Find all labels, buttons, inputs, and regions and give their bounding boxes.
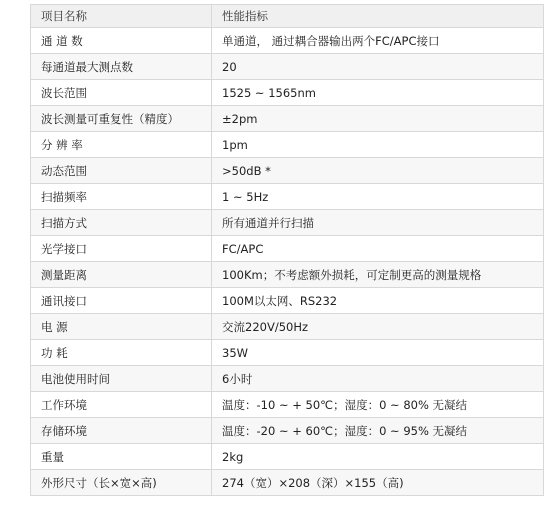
row-label: 电池使用时间 — [31, 366, 212, 392]
row-value: 1 ~ 5Hz — [212, 184, 544, 210]
row-value: 所有通道并行扫描 — [212, 210, 544, 236]
row-value: 温度：-20 ~ + 60℃；湿度：0 ~ 95% 无凝结 — [212, 418, 544, 444]
row-label: 工作环境 — [31, 392, 212, 418]
row-label: 重量 — [31, 444, 212, 470]
table-row — [31, 184, 544, 210]
row-value: 温度：-10 ~ + 50℃；湿度：0 ~ 80% 无凝结 — [212, 392, 544, 418]
table-row — [31, 366, 544, 392]
table-row — [31, 418, 544, 444]
row-label: 光学接口 — [31, 236, 212, 262]
row-value: 单通道， 通过耦合器输出两个FC/APC接口 — [212, 28, 544, 54]
table-row — [31, 392, 544, 418]
row-label: 存储环境 — [31, 418, 212, 444]
row-label: 波长范围 — [31, 80, 212, 106]
row-value: 1525 ~ 1565nm — [212, 80, 544, 106]
table-row — [31, 54, 544, 80]
row-value: >50dB * — [212, 158, 544, 184]
row-label: 测量距离 — [31, 262, 212, 288]
table-row — [31, 210, 544, 236]
table-row — [31, 288, 544, 314]
header-spec: 性能指标 — [212, 5, 544, 28]
row-value: 100Km；不考虑额外损耗，可定制更高的测量规格 — [212, 262, 544, 288]
row-value: 6小时 — [212, 366, 544, 392]
row-value: 274（宽）×208（深）×155（高) — [212, 470, 544, 496]
row-value: ±2pm — [212, 106, 544, 132]
row-label: 功 耗 — [31, 340, 212, 366]
row-value: 交流220V/50Hz — [212, 314, 544, 340]
header-item-name: 项目名称 — [31, 5, 212, 28]
row-label: 扫描频率 — [31, 184, 212, 210]
row-value: 1pm — [212, 132, 544, 158]
row-label: 动态范围 — [31, 158, 212, 184]
table-row — [31, 28, 544, 54]
row-value: 2kg — [212, 444, 544, 470]
row-label: 分 辨 率 — [31, 132, 212, 158]
table-row — [31, 158, 544, 184]
table-row — [31, 132, 544, 158]
row-label: 通 道 数 — [31, 28, 212, 54]
table-row — [31, 340, 544, 366]
row-label: 扫描方式 — [31, 210, 212, 236]
row-value: 100M以太网、RS232 — [212, 288, 544, 314]
table-row — [31, 106, 544, 132]
table-row — [31, 470, 544, 496]
table-row — [31, 80, 544, 106]
row-value: 20 — [212, 54, 544, 80]
row-value: FC/APC — [212, 236, 544, 262]
header-row — [31, 5, 544, 28]
table-row — [31, 262, 544, 288]
table-header — [31, 5, 544, 28]
row-label: 每通道最大测点数 — [31, 54, 212, 80]
spec-table — [30, 4, 544, 496]
table-body — [31, 28, 544, 496]
table-row — [31, 236, 544, 262]
table-row — [31, 444, 544, 470]
row-label: 波长测量可重复性（精度） — [31, 106, 212, 132]
table-row — [31, 314, 544, 340]
row-label: 外形尺寸（长×宽×高) — [31, 470, 212, 496]
row-value: 35W — [212, 340, 544, 366]
row-label: 电 源 — [31, 314, 212, 340]
row-label: 通讯接口 — [31, 288, 212, 314]
